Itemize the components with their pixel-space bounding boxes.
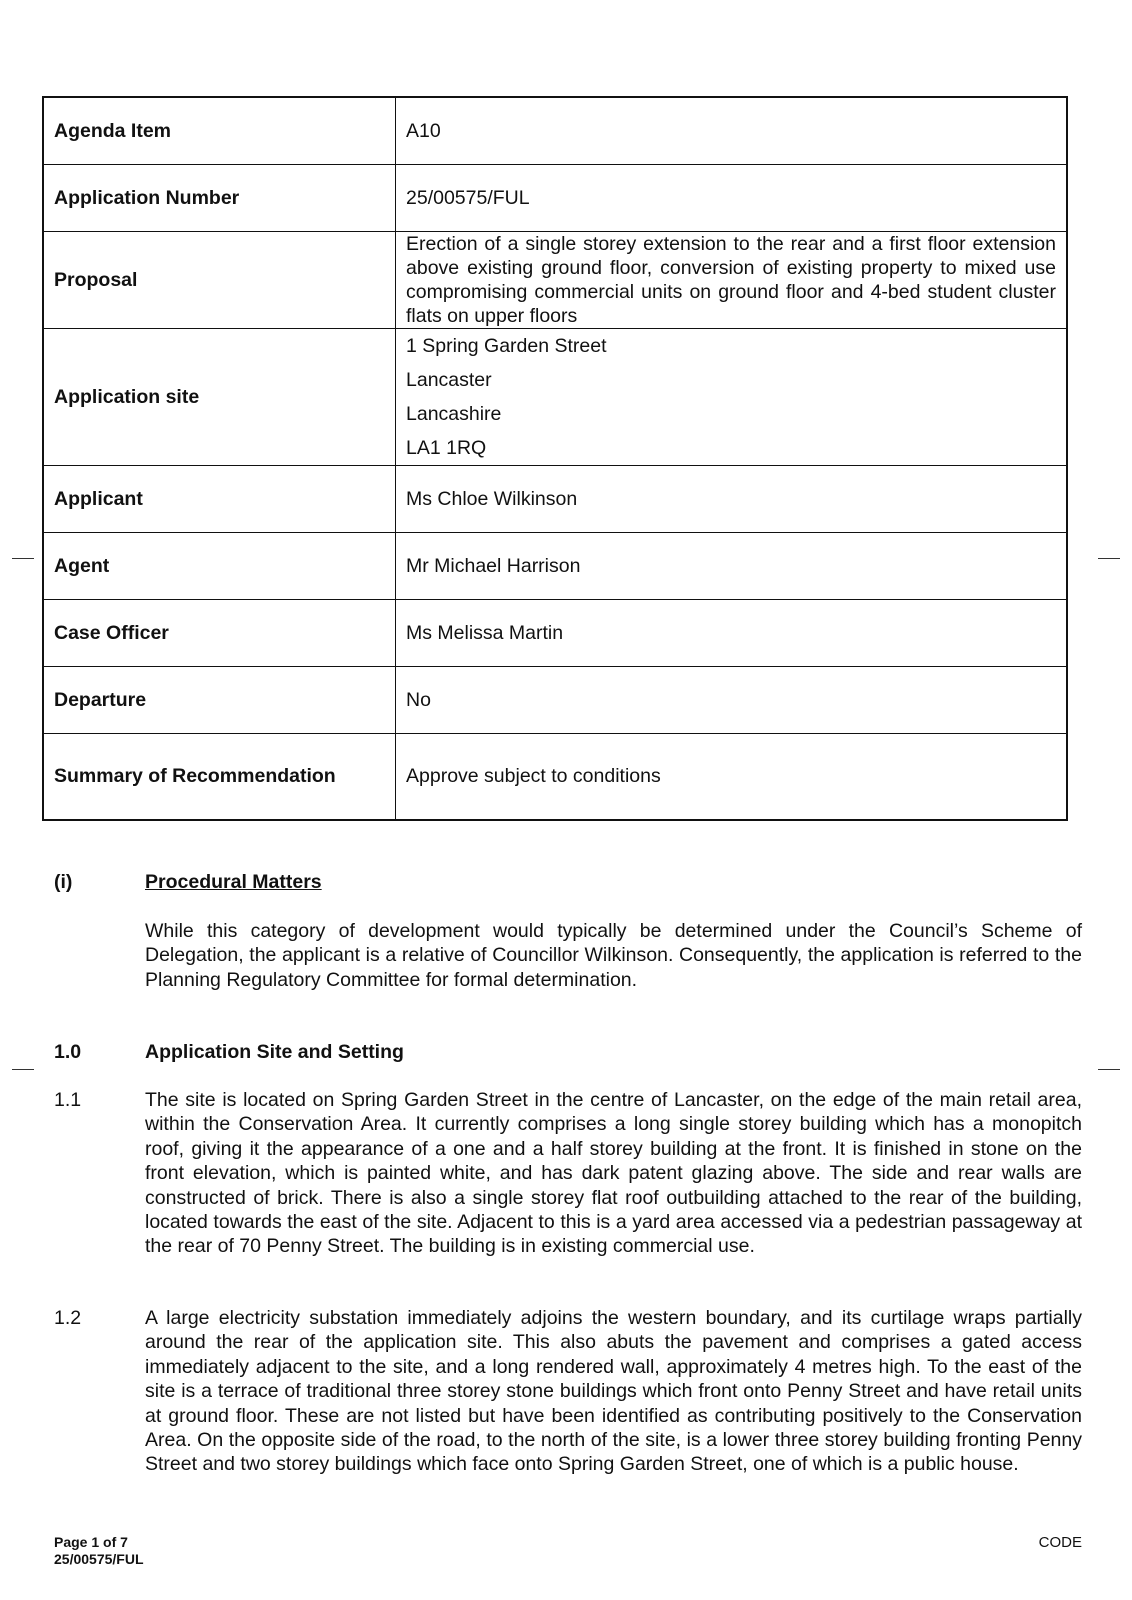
table-row-recommendation	[43, 733, 1067, 820]
agent-value: Mr Michael Harrison	[396, 532, 1068, 599]
footer-page-number: Page 1 of 7	[54, 1534, 128, 1550]
margin-mark-left-top	[12, 558, 34, 559]
table-row-application-site	[43, 328, 1067, 465]
applicant-value: Ms Chloe Wilkinson	[396, 465, 1068, 532]
site-address-line-1: 1 Spring Garden Street	[406, 334, 607, 357]
procedural-number: (i)	[54, 871, 73, 893]
agenda-item-label: Agenda Item	[43, 97, 396, 164]
table-row-applicant	[43, 465, 1067, 532]
paragraph-1-1-text: The site is located on Spring Garden Street in the centre of Lancaster, on the edge of the main retail area, within the Conservation Area. It currently comprises a long single storey building which has a monopitch roof, giving it the appearance of a one and a half storey building at the front. It is finished in stone on the front elevation, which is painted white, and has dark patent glazing above. The side and rear walls are constructed of brick. There is also a single storey flat roof outbuilding attached to the rear of the building, located towards the east of the site. Adjacent to this is a yard area accessed via a pedestrian passageway at the rear of 70 Penny Street. The building is in existing commercial use.	[145, 1089, 1082, 1258]
table-row-application-number	[43, 164, 1067, 231]
table-row-departure	[43, 666, 1067, 733]
table-row-proposal	[43, 231, 1067, 328]
section-1-heading: Application Site and Setting	[145, 1041, 404, 1063]
site-address-postcode: LA1 1RQ	[406, 436, 487, 459]
applicant-label: Applicant	[43, 465, 396, 532]
application-site-value	[396, 328, 1068, 465]
recommendation-label: Summary of Recommendation	[43, 733, 396, 820]
section-1-number: 1.0	[54, 1041, 82, 1063]
proposal-value: Erection of a single storey extension to the rear and a first floor extension above existing ground floor, conversion of existing property to mixed use compromising commercial units on ground floor and 4-bed student cluster flats on upper floors	[396, 231, 1068, 328]
site-setting-section	[54, 1040, 1082, 1500]
margin-mark-right-top	[1098, 558, 1120, 559]
proposal-label: Proposal	[43, 231, 396, 328]
paragraph-1-2-text: A large electricity substation immediately adjoins the western boundary, and its curtilage wraps partially around the rear of the application site. This also abuts the pavement and comprises a gated access immediately adjacent to the site, and a long rendered wall, approximately 4 metres high. To the east of the site is a terrace of traditional three storey stone buildings which front onto Penny Street and have retail units at ground floor. These are not listed but have been identified as contributing positively to the Conservation Area. On the opposite side of the road, to the north of the site, is a lower three storey building fronting Penny Street and two storey buildings which face onto Spring Garden Street, one of which is a public house.	[145, 1307, 1082, 1476]
departure-label: Departure	[43, 666, 396, 733]
paragraph-1-2-number: 1.2	[54, 1307, 82, 1329]
table-row-agent	[43, 532, 1067, 599]
application-site-label: Application site	[43, 328, 396, 465]
case-officer-label: Case Officer	[43, 599, 396, 666]
table-row-case-officer	[43, 599, 1067, 666]
footer-reference: 25/00575/FUL	[54, 1551, 144, 1567]
departure-value: No	[396, 666, 1068, 733]
case-officer-value: Ms Melissa Martin	[396, 599, 1068, 666]
procedural-heading: Procedural Matters	[145, 871, 322, 893]
paragraph-1-1-number: 1.1	[54, 1089, 82, 1111]
footer-page-info	[54, 1534, 144, 1568]
procedural-text: While this category of development would typically be determined under the Council’s Scheme of Delegation, the applicant is a relative of Councillor Wilkinson. Consequently, the application is referred to the Planning Regulatory Committee for formal determination.	[145, 920, 1082, 991]
site-address-line-3: Lancashire	[406, 402, 502, 425]
application-number-label: Application Number	[43, 164, 396, 231]
margin-mark-right-bottom	[1098, 1069, 1120, 1070]
agent-label: Agent	[43, 532, 396, 599]
application-number-value: 25/00575/FUL	[396, 164, 1068, 231]
table-row-agenda-item	[43, 97, 1067, 164]
margin-mark-left-bottom	[12, 1069, 34, 1070]
procedural-matters-section	[54, 870, 1082, 990]
application-summary-table	[42, 96, 1068, 821]
site-address-line-2: Lancaster	[406, 368, 492, 391]
agenda-item-value: A10	[396, 97, 1068, 164]
recommendation-value: Approve subject to conditions	[396, 733, 1068, 820]
footer-code: CODE	[1038, 1534, 1082, 1551]
